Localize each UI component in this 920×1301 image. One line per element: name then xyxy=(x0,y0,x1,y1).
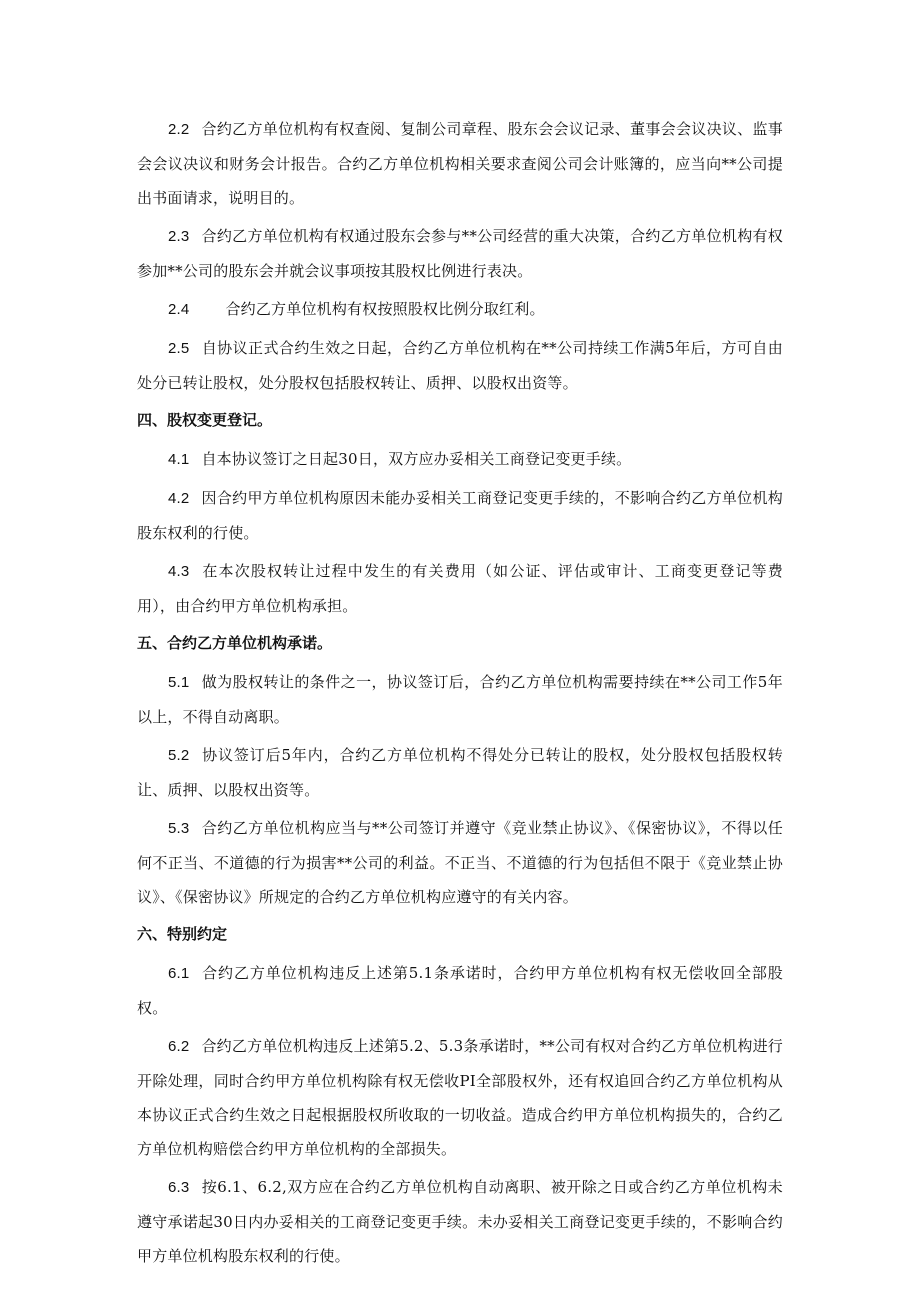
clause-text: 做为股权转让的条件之一，协议签订后，合约乙方单位机构需要持续在**公司工作5年以上，不得自动离职。 xyxy=(137,673,783,726)
clause-number: 5.3 xyxy=(168,820,190,837)
document-body xyxy=(137,112,783,1277)
clause-text: 合约乙方单位机构违反上述第5.2、5.3条承诺时，**公司有权对合约乙方单位机构进行开除处理，同时合约甲方单位机构除有权无偿收PI全部股权外，还有权追回合约乙方单位机构从本协议正式合约生效之日起根据股权所收取的一切收益。造成合约甲方单位机构损失的，合约乙方单位机构赔偿合约甲方单位机构的全部损失。 xyxy=(137,1037,783,1158)
clause-number: 4.1 xyxy=(168,451,190,468)
clause-number: 6.2 xyxy=(168,1038,190,1055)
clause-2-3 xyxy=(137,219,783,288)
clause-text: 自本协议签订之日起30日，双方应办妥相关工商登记变更手续。 xyxy=(201,450,632,468)
clause-4-1 xyxy=(137,442,783,477)
clause-number: 5.2 xyxy=(168,747,190,764)
clause-6-1 xyxy=(137,956,783,1025)
clause-2-4 xyxy=(137,292,783,327)
clause-number: 4.3 xyxy=(168,563,190,580)
clause-2-5 xyxy=(137,331,783,400)
section-heading-4: 四、股权变更登记。 xyxy=(137,412,273,429)
clause-2-2 xyxy=(137,112,783,215)
clause-number: 2.5 xyxy=(168,340,190,357)
clause-4-2 xyxy=(137,481,783,550)
clause-number: 6.1 xyxy=(168,965,190,982)
clause-6-2 xyxy=(137,1029,783,1166)
clause-text: 合约乙方单位机构有权按照股权比例分取红利。 xyxy=(225,300,545,318)
clause-text: 因合约甲方单位机构原因未能办妥相关工商登记变更手续的，不影响合约乙方单位机构股东权利的行使。 xyxy=(137,489,783,542)
clause-5-3 xyxy=(137,811,783,914)
clause-text: 自协议正式合约生效之日起，合约乙方单位机构在**公司持续工作满5年后，方可自由处分已转让股权，处分股权包括股权转让、质押、以股权出资等。 xyxy=(137,339,783,392)
section-heading-6: 六、特别约定 xyxy=(137,926,228,943)
clause-text: 协议签订后5年内，合约乙方单位机构不得处分已转让的股权，处分股权包括股权转让、质押、以股权出资等。 xyxy=(137,746,783,799)
clause-text: 合约乙方单位机构有权查阅、复制公司章程、股东会会议记录、董事会会议决议、监事会会议决议和财务会计报告。合约乙方单位机构相关要求查阅公司会计账簿的，应当向**公司提出书面请求，说明目的。 xyxy=(137,120,783,207)
clause-5-2 xyxy=(137,738,783,807)
clause-text: 在本次股权转让过程中发生的有关费用（如公证、评估或审计、工商变更登记等费用），由合约甲方单位机构承担。 xyxy=(137,562,783,615)
clause-text: 合约乙方单位机构违反上述第5.1条承诺时，合约甲方单位机构有权无偿收回全部股权。 xyxy=(137,964,783,1017)
clause-text: 合约乙方单位机构有权通过股东会参与**公司经营的重大决策，合约乙方单位机构有权参加**公司的股东会并就会议事项按其股权比例进行表决。 xyxy=(137,227,783,280)
clause-number: 4.2 xyxy=(168,490,190,507)
clause-6-3 xyxy=(137,1170,783,1273)
section-heading-5: 五、合约乙方单位机构承诺。 xyxy=(137,635,333,652)
clause-number: 2.2 xyxy=(168,121,190,138)
clause-number: 2.3 xyxy=(168,228,190,245)
clause-5-1 xyxy=(137,665,783,734)
clause-text: 合约乙方单位机构应当与**公司签订并遵守《竞业禁止协议》、《保密协议》，不得以任何不正当、不道德的行为损害**公司的利益。不正当、不道德的行为包括但不限于《竞业禁止协议》、《保密协议》所规定的合约乙方单位机构应遵守的有关内容。 xyxy=(137,819,783,906)
clause-4-3 xyxy=(137,554,783,623)
clause-number: 6.3 xyxy=(168,1179,190,1196)
clause-number: 2.4 xyxy=(168,301,190,318)
clause-text: 按6.1、6.2,双方应在合约乙方单位机构自动离职、被开除之日或合约乙方单位机构未遵守承诺起30日内办妥相关的工商登记变更手续。未办妥相关工商登记变更手续的，不影响合约甲方单位机构股东权利的行使。 xyxy=(137,1178,783,1265)
clause-number: 5.1 xyxy=(168,674,190,691)
